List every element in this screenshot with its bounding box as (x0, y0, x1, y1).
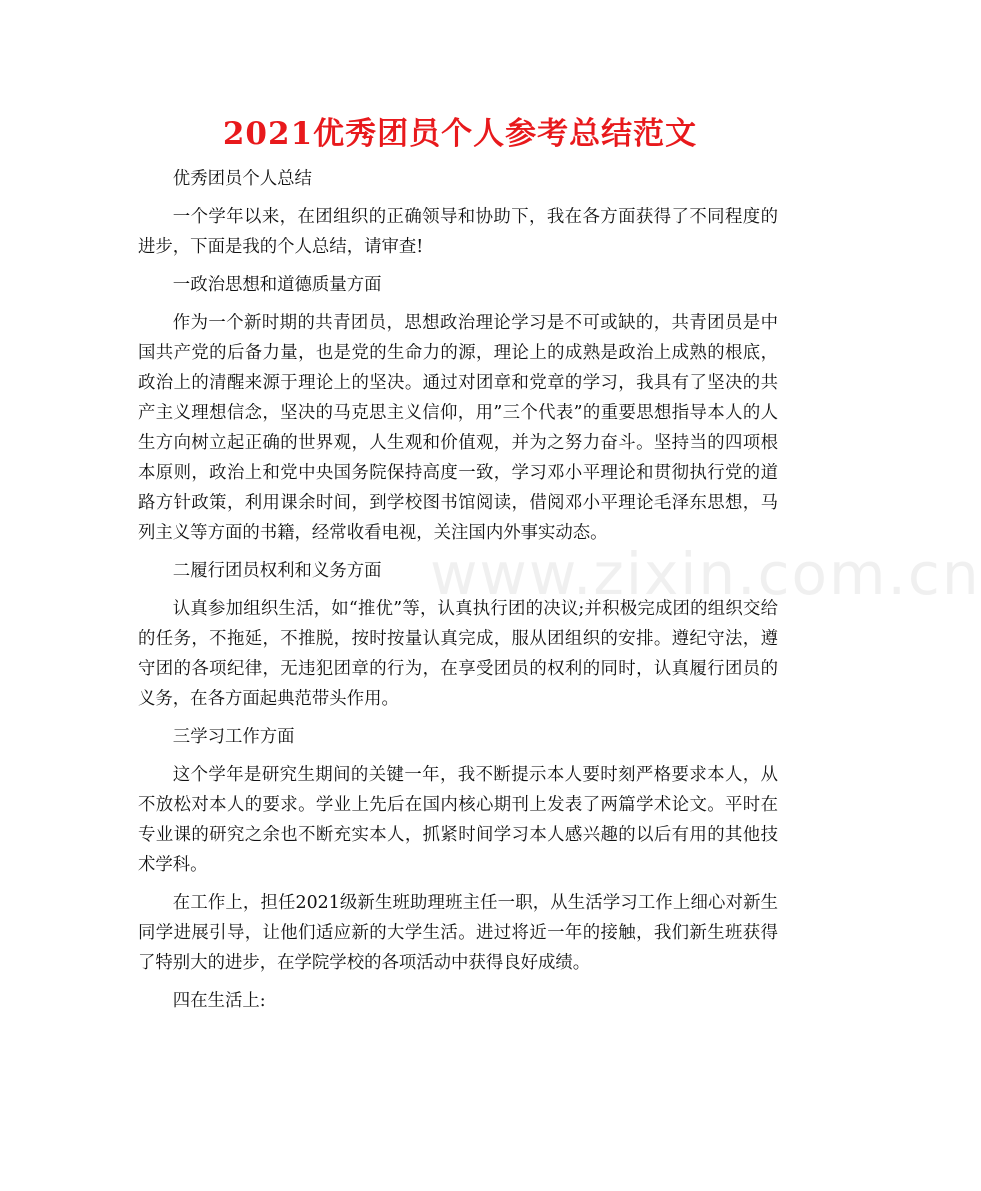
section-heading-rights: 二履行团员权利和义务方面 (172, 561, 382, 581)
section-heading-study: 三学习工作方面 (172, 727, 295, 747)
document-body (138, 164, 778, 1024)
document-title: 2021优秀团员个人参考总结范文 (222, 116, 698, 152)
paragraph-politics: 作为一个新时期的共青团员，思想政治理论学习是不可或缺的，共青团员是中国共产党的后备力量，也是党的生命力的源，理论上的成熟是政治上成熟的根底，政治上的清醒来源于理论上的坚决。通过对团章和党章的学习，我具有了坚决的共产主义理想信念，坚决的马克思主义信仰，用”三个代表”的重要思想指导本人的人生方向树立起正确的世界观，人生观和价值观，并为之努力奋斗。坚持当的四项根本原则，政治上和党中央国务院保持高度一致，学习邓小平理论和贯彻执行党的道路方针政策，利用课余时间，到学校图书馆阅读，借阅邓小平理论毛泽东思想，马列主义等方面的书籍，经常收看电视，关注国内外事实动态。 (138, 313, 778, 543)
section-heading-summary: 优秀团员个人总结 (172, 169, 312, 189)
paragraph-work: 在工作上，担任2021级新生班助理班主任一职，从生活学习工作上细心对新生同学进展引导，让他们适应新的大学生活。进过将近一年的接触，我们新生班获得了特别大的进步，在学院学校的各项活动中获得良好成绩。 (138, 893, 778, 973)
paragraph-rights: 认真参加组织生活，如“推优”等，认真执行团的决议;并积极完成团的组织交给的任务，不拖延，不推脱，按时按量认真完成，服从团组织的安排。遵纪守法，遵守团的各项纪律，无违犯团章的行为，在享受团员的权利的同时，认真履行团员的义务，在各方面起典范带头作用。 (138, 599, 778, 709)
section-heading-life: 四在生活上: (172, 991, 266, 1011)
watermark-text: www.zixin.com.cn (430, 540, 981, 608)
paragraph-intro: 一个学年以来，在团组织的正确领导和协助下，我在各方面获得了不同程度的进步，下面是我的个人总结，请审查! (138, 207, 778, 257)
section-heading-politics: 一政治思想和道德质量方面 (172, 275, 382, 295)
paragraph-study: 这个学年是研究生期间的关键一年，我不断提示本人要时刻严格要求本人，从不放松对本人的要求。学业上先后在国内核心期刊上发表了两篇学术论文。平时在专业课的研究之余也不断充实本人，抓紧时间学习本人感兴趣的以后有用的其他技术学科。 (138, 765, 778, 875)
